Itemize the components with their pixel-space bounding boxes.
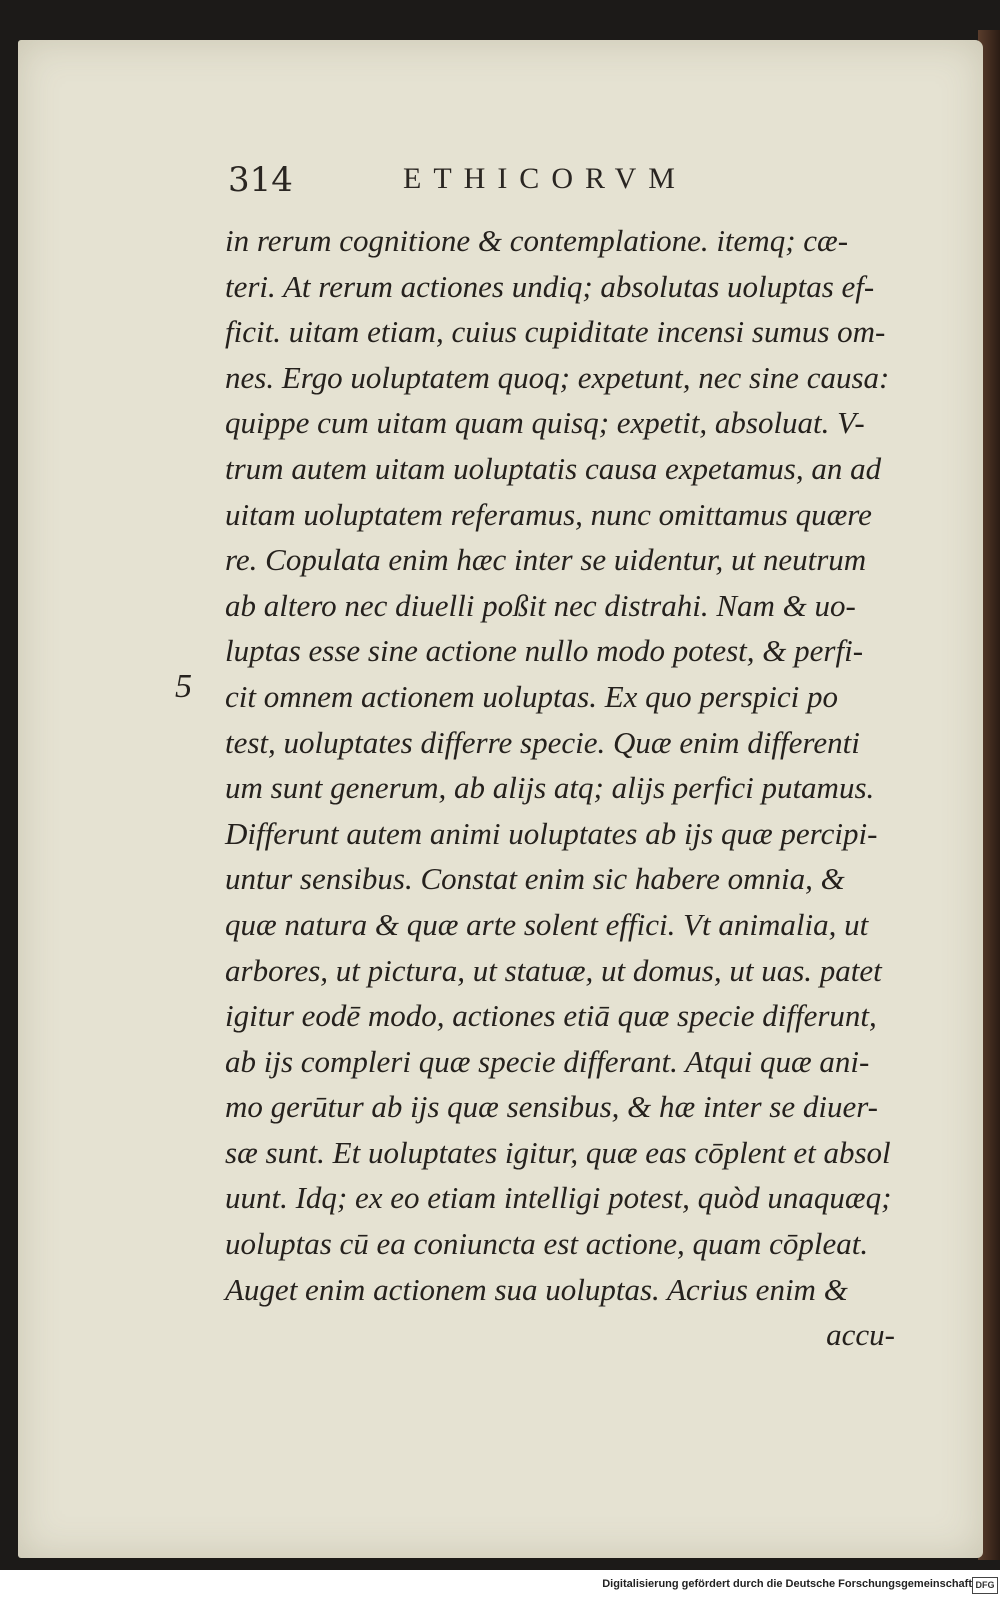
- text-line: ab ijs compleri quæ specie differant. Atqui quæ ani-: [225, 1043, 870, 1079]
- page-header: [228, 160, 878, 200]
- page-number: 314: [228, 160, 293, 200]
- text-line: quippe cum uitam quam quisq; expetit, absoluat. V-: [225, 405, 865, 441]
- text-line: nes. Ergo uoluptatem quoq; expetunt, nec sine causa:: [225, 359, 890, 395]
- text-line: in rerum cognitione & contemplatione. itemq; cæ-: [225, 223, 849, 258]
- text-line: trum autem uitam uoluptatis causa expetamus, an ad: [225, 450, 882, 486]
- text-line: test, uoluptates differre specie. Quæ enim differenti: [225, 724, 860, 760]
- text-line: uunt. Idq; ex eo etiam intelligi potest, quòd unaquæq;: [225, 1180, 892, 1216]
- catchword: accu-: [826, 1317, 895, 1353]
- text-line: ab altero nec diuelli poßit nec distrahi. Nam & uo-: [225, 587, 856, 623]
- text-line: ficit. uitam etiam, cuius cupiditate incensi sumus om-: [225, 314, 886, 350]
- text-line: mo gerūtur ab ijs quæ sensibus, & hæ inter se diuer-: [225, 1089, 878, 1125]
- text-line: sæ sunt. Et uoluptates igitur, quæ eas cōplent et absol: [225, 1134, 891, 1170]
- text-line: re. Copulata enim hæc inter se uidentur, ut neutrum: [225, 542, 867, 578]
- text-line: arbores, ut pictura, ut statuæ, ut domus, ut uas. patet: [225, 952, 882, 988]
- text-line: Auget enim actionem sua uoluptas. Acrius enim &: [225, 1271, 848, 1307]
- text-line: cit omnem actionem uoluptas. Ex quo perspici po: [225, 678, 839, 714]
- dfg-logo: DFG: [972, 1577, 998, 1594]
- running-head: ETHICORVM: [403, 162, 687, 195]
- text-line: igitur eodē modo, actiones etiā quæ specie differunt,: [225, 998, 877, 1034]
- text-line: untur sensibus. Constat enim sic habere omnia, &: [225, 861, 845, 897]
- margin-note: 5: [175, 668, 192, 705]
- text-line: uoluptas cū ea coniuncta est actione, quam cōpleat.: [225, 1226, 869, 1262]
- text-line: teri. At rerum actiones undiq; absolutas uoluptas ef-: [225, 268, 875, 304]
- text-line: um sunt generum, ab alijs atq; alijs perfici putamus.: [225, 770, 875, 806]
- text-line: luptas esse sine actione nullo modo potest, & perfi-: [225, 633, 864, 669]
- funding-credit: Digitalisierung gefördert durch die Deutsche Forschungsgemeinschaft: [602, 1578, 972, 1590]
- text-line: uitam uoluptatem referamus, nunc omittamus quære: [225, 496, 872, 532]
- footer-bar: [0, 1570, 1000, 1600]
- text-line: Differunt autem animi uoluptates ab ijs quæ percipi-: [225, 815, 878, 851]
- text-block: [225, 218, 905, 1358]
- text-line: quæ natura & quæ arte solent effici. Vt animalia, ut: [225, 906, 869, 942]
